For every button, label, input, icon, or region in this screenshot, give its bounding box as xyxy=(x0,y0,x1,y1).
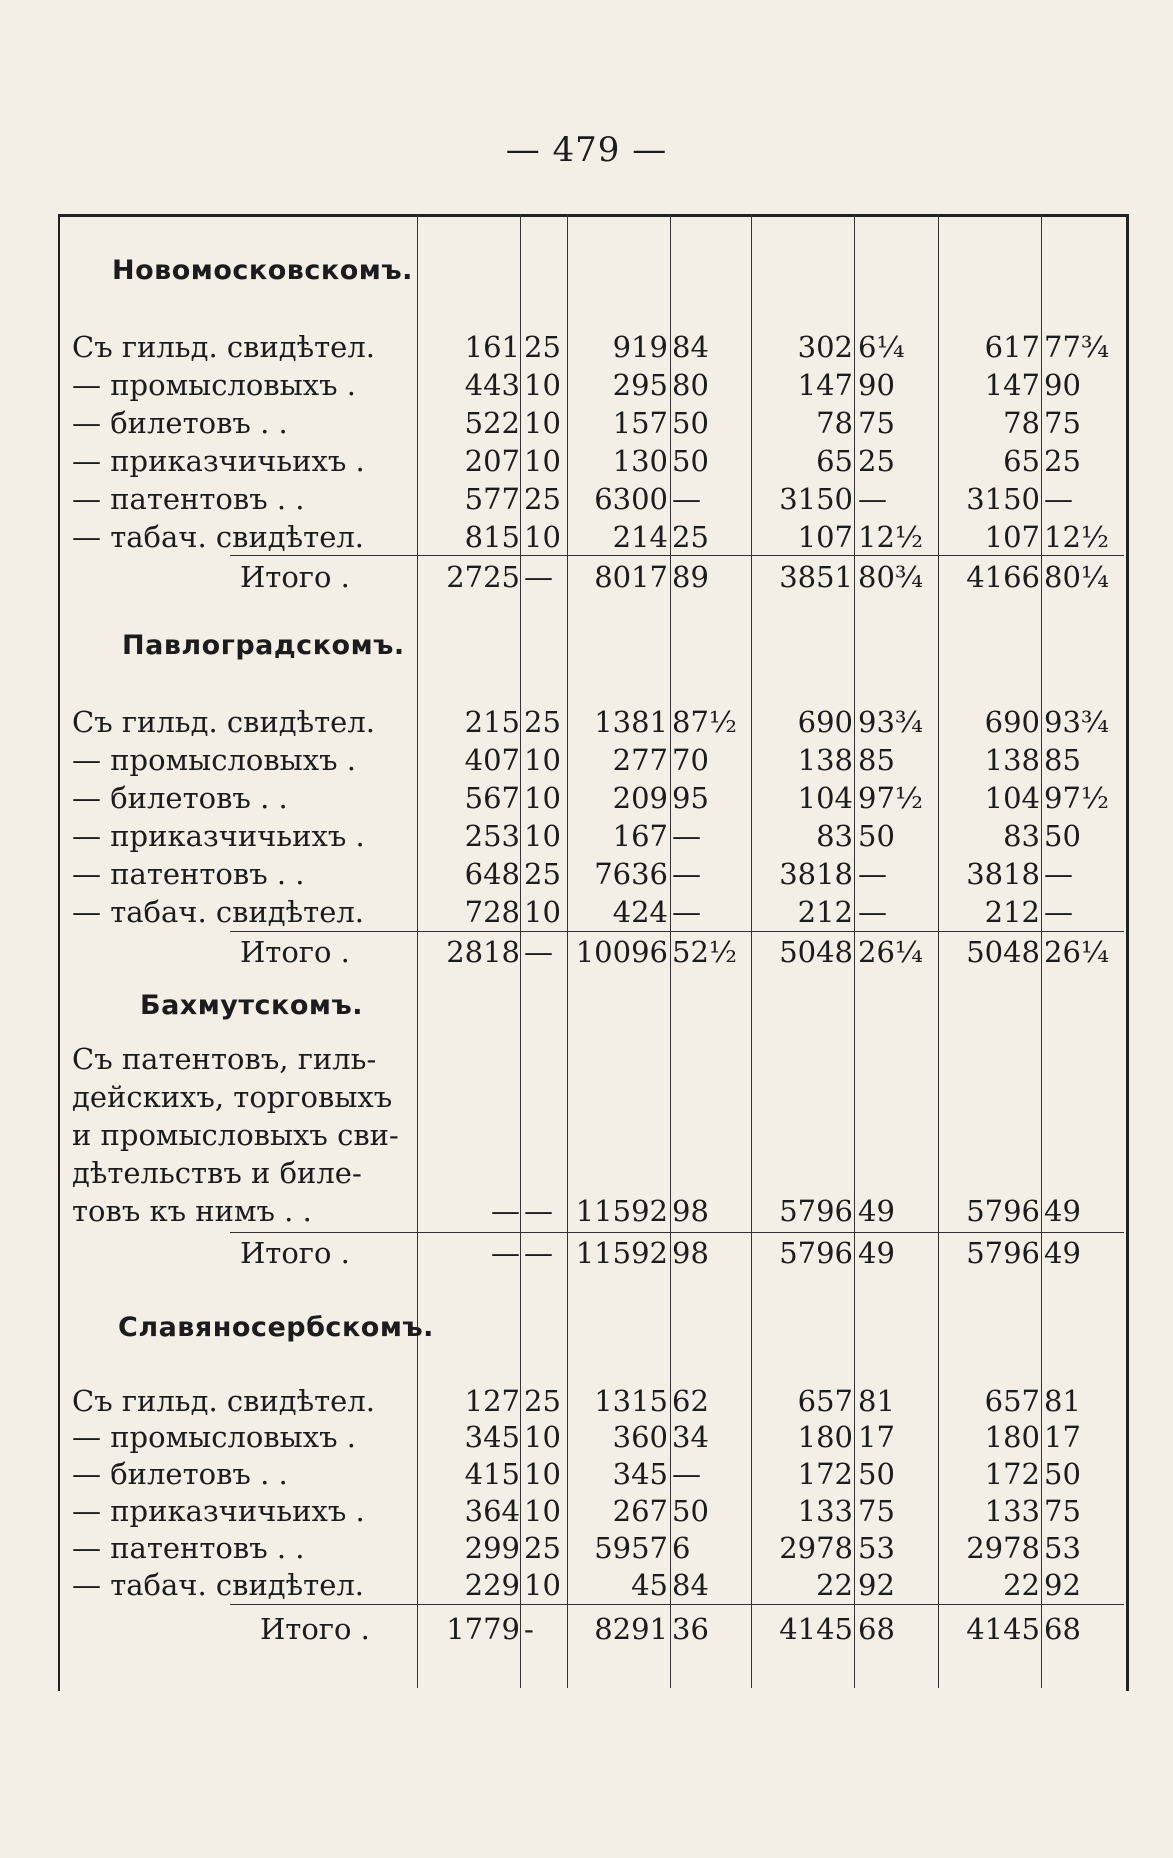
cell: 2818 xyxy=(446,935,520,969)
table-row xyxy=(0,518,1173,556)
table-row xyxy=(0,741,1173,779)
cell: 167 xyxy=(612,819,668,853)
cell: 75 xyxy=(858,406,895,440)
table-row xyxy=(0,817,1173,855)
total-row xyxy=(0,1610,1173,1648)
cell: 443 xyxy=(464,368,520,402)
cell: 10 xyxy=(524,895,561,929)
cell: 25 xyxy=(524,705,561,739)
cell: 138 xyxy=(984,743,1040,777)
row-label: — патентовъ . . xyxy=(72,482,305,516)
cell: 157 xyxy=(612,406,668,440)
table-row xyxy=(0,703,1173,741)
row-label: — промысловыхъ . xyxy=(72,368,356,402)
cell: 10 xyxy=(524,406,561,440)
cell: — xyxy=(491,1236,520,1270)
cell: 22 xyxy=(816,1568,853,1602)
cell: - xyxy=(524,1612,534,1646)
cell: 70 xyxy=(672,743,709,777)
row-label: — приказчичьихъ . xyxy=(72,819,365,853)
cell: 26¼ xyxy=(858,935,924,969)
cell: 68 xyxy=(858,1612,895,1646)
description-line: и промысловыхъ сви- xyxy=(72,1118,399,1152)
cell: 657 xyxy=(797,1384,853,1418)
cell: 6 xyxy=(672,1531,691,1565)
total-rule xyxy=(230,1232,1124,1233)
cell: 5796 xyxy=(966,1236,1040,1270)
description-line: дѣтельствъ и биле- xyxy=(72,1156,362,1190)
table-row xyxy=(0,893,1173,931)
cell: 2978 xyxy=(779,1531,853,1565)
cell: 25 xyxy=(524,857,561,891)
cell: 10 xyxy=(524,743,561,777)
cell: 90 xyxy=(858,368,895,402)
table-row xyxy=(0,1566,1173,1604)
table-row xyxy=(0,328,1173,366)
cell: 1779 xyxy=(446,1612,520,1646)
cell: 50 xyxy=(672,444,709,478)
table-row xyxy=(0,1492,1173,1530)
cell: 10 xyxy=(524,1494,561,1528)
cell: 6300 xyxy=(594,482,668,516)
cell: 95 xyxy=(672,781,709,815)
cell: 253 xyxy=(464,819,520,853)
total-rule xyxy=(230,1604,1124,1605)
table-row xyxy=(0,1192,1173,1230)
cell: 84 xyxy=(672,1568,709,1602)
cell: 212 xyxy=(984,895,1040,929)
cell: 49 xyxy=(858,1236,895,1270)
table-row xyxy=(0,1382,1173,1420)
cell: 52½ xyxy=(672,935,738,969)
cell: — xyxy=(858,895,887,929)
cell: 229 xyxy=(464,1568,520,1602)
cell: — xyxy=(858,857,887,891)
cell: — xyxy=(524,935,553,969)
cell: 3818 xyxy=(966,857,1040,891)
total-label: Итого . xyxy=(240,1236,350,1270)
cell: 98 xyxy=(672,1194,709,1228)
cell: 17 xyxy=(858,1420,895,1454)
cell: 172 xyxy=(984,1457,1040,1491)
cell: 98 xyxy=(672,1236,709,1270)
cell: 90 xyxy=(1044,368,1081,402)
cell: 89 xyxy=(672,560,709,594)
cell: 209 xyxy=(612,781,668,815)
cell: — xyxy=(524,1194,553,1228)
description-line: дейскихъ, торговыхъ xyxy=(72,1080,393,1114)
cell: 68 xyxy=(1044,1612,1081,1646)
table-row xyxy=(0,480,1173,518)
cell: 2978 xyxy=(966,1531,1040,1565)
cell: 5957 xyxy=(594,1531,668,1565)
cell: — xyxy=(491,1194,520,1228)
cell: 815 xyxy=(464,520,520,554)
cell: 345 xyxy=(612,1457,668,1491)
cell: — xyxy=(1044,895,1073,929)
cell: 617 xyxy=(984,330,1040,364)
cell: 49 xyxy=(1044,1236,1081,1270)
cell: 78 xyxy=(1003,406,1040,440)
cell: 10096 xyxy=(575,935,668,969)
cell: 92 xyxy=(858,1568,895,1602)
row-label: — табач. свидѣтел. xyxy=(72,1568,364,1602)
row-label: Съ гильд. свидѣтел. xyxy=(72,1384,375,1418)
cell: 4145 xyxy=(779,1612,853,1646)
cell: 3150 xyxy=(966,482,1040,516)
cell: 11592 xyxy=(575,1236,668,1270)
table-row xyxy=(0,366,1173,404)
cell: 2725 xyxy=(446,560,520,594)
row-label: — билетовъ . . xyxy=(72,781,288,815)
cell: 92 xyxy=(1044,1568,1081,1602)
section-title-novomoskovsk: Новомосковскомъ. xyxy=(112,255,413,286)
cell: 11592 xyxy=(575,1194,668,1228)
cell: 407 xyxy=(464,743,520,777)
cell: 172 xyxy=(797,1457,853,1491)
cell: 36 xyxy=(672,1612,709,1646)
cell: 80 xyxy=(672,368,709,402)
cell: 80¾ xyxy=(858,560,924,594)
table-row xyxy=(0,855,1173,893)
cell: 22 xyxy=(1003,1568,1040,1602)
cell: 10 xyxy=(524,1457,561,1491)
cell: 690 xyxy=(797,705,853,739)
cell: 25 xyxy=(1044,444,1081,478)
cell: 10 xyxy=(524,368,561,402)
cell: — xyxy=(524,1236,553,1270)
cell: 107 xyxy=(984,520,1040,554)
cell: 214 xyxy=(612,520,668,554)
cell: 180 xyxy=(984,1420,1040,1454)
cell: 81 xyxy=(858,1384,895,1418)
cell: 267 xyxy=(612,1494,668,1528)
cell: 84 xyxy=(672,330,709,364)
row-label: Съ гильд. свидѣтел. xyxy=(72,705,375,739)
cell: 147 xyxy=(984,368,1040,402)
cell: 207 xyxy=(464,444,520,478)
cell: 424 xyxy=(612,895,668,929)
cell: 3818 xyxy=(779,857,853,891)
cell: 364 xyxy=(464,1494,520,1528)
cell: 65 xyxy=(816,444,853,478)
cell: 49 xyxy=(858,1194,895,1228)
cell: 215 xyxy=(464,705,520,739)
cell: 8017 xyxy=(594,560,668,594)
cell: 83 xyxy=(816,819,853,853)
cell: 5048 xyxy=(966,935,1040,969)
cell: 97½ xyxy=(1044,781,1110,815)
table-row xyxy=(0,1418,1173,1456)
cell: 10 xyxy=(524,444,561,478)
cell: 4166 xyxy=(966,560,1040,594)
cell: 87½ xyxy=(672,705,738,739)
description-line: Съ патентовъ, гиль- xyxy=(72,1042,377,1076)
cell: — xyxy=(672,482,701,516)
cell: 25 xyxy=(524,330,561,364)
cell: 919 xyxy=(612,330,668,364)
cell: 657 xyxy=(984,1384,1040,1418)
cell: 648 xyxy=(464,857,520,891)
cell: 25 xyxy=(858,444,895,478)
cell: 7636 xyxy=(594,857,668,891)
cell: 10 xyxy=(524,1568,561,1602)
cell: 133 xyxy=(797,1494,853,1528)
cell: 50 xyxy=(858,1457,895,1491)
cell: 6¼ xyxy=(858,330,905,364)
section-title-slavyanoserbsk: Славяносербскомъ. xyxy=(118,1312,434,1343)
section-title-bakhmut: Бахмутскомъ. xyxy=(140,990,364,1021)
cell: 180 xyxy=(797,1420,853,1454)
cell: 65 xyxy=(1003,444,1040,478)
cell: 49 xyxy=(1044,1194,1081,1228)
cell: 104 xyxy=(797,781,853,815)
total-label: Итого . xyxy=(240,560,350,594)
description-line: товъ къ нимъ . . xyxy=(72,1194,312,1228)
cell: — xyxy=(672,819,701,853)
table-row xyxy=(0,1529,1173,1567)
cell: 62 xyxy=(672,1384,709,1418)
cell: 45 xyxy=(631,1568,668,1602)
table-row xyxy=(0,404,1173,442)
cell: — xyxy=(858,482,887,516)
cell: 75 xyxy=(1044,1494,1081,1528)
cell: 34 xyxy=(672,1420,709,1454)
row-label: — патентовъ . . xyxy=(72,857,305,891)
cell: 53 xyxy=(858,1531,895,1565)
cell: 690 xyxy=(984,705,1040,739)
cell: 25 xyxy=(672,520,709,554)
page-number: — 479 — xyxy=(505,130,668,170)
cell: 10 xyxy=(524,1420,561,1454)
cell: 50 xyxy=(858,819,895,853)
cell: 85 xyxy=(858,743,895,777)
cell: 10 xyxy=(524,781,561,815)
cell: 577 xyxy=(464,482,520,516)
cell: 522 xyxy=(464,406,520,440)
cell: — xyxy=(672,1457,701,1491)
row-label: — патентовъ . . xyxy=(72,1531,305,1565)
cell: 83 xyxy=(1003,819,1040,853)
cell: 107 xyxy=(797,520,853,554)
cell: — xyxy=(672,857,701,891)
cell: 1381 xyxy=(594,705,668,739)
total-rule xyxy=(230,931,1124,932)
cell: 81 xyxy=(1044,1384,1081,1418)
cell: 12½ xyxy=(858,520,924,554)
cell: 17 xyxy=(1044,1420,1081,1454)
cell: — xyxy=(672,895,701,929)
cell: 5796 xyxy=(966,1194,1040,1228)
cell: 78 xyxy=(816,406,853,440)
cell: 77¾ xyxy=(1044,330,1110,364)
cell: 53 xyxy=(1044,1531,1081,1565)
cell: 360 xyxy=(612,1420,668,1454)
row-label: — билетовъ . . xyxy=(72,1457,288,1491)
cell: 147 xyxy=(797,368,853,402)
cell: 302 xyxy=(797,330,853,364)
cell: 299 xyxy=(464,1531,520,1565)
cell: 295 xyxy=(612,368,668,402)
cell: 5048 xyxy=(779,935,853,969)
cell: 415 xyxy=(464,1457,520,1491)
cell: 161 xyxy=(464,330,520,364)
cell: — xyxy=(524,560,553,594)
cell: 8291 xyxy=(594,1612,668,1646)
cell: 130 xyxy=(612,444,668,478)
cell: 75 xyxy=(858,1494,895,1528)
cell: 25 xyxy=(524,1384,561,1418)
cell: 25 xyxy=(524,1531,561,1565)
row-label: — табач. свидѣтел. xyxy=(72,895,364,929)
cell: 138 xyxy=(797,743,853,777)
section-title-pavlograd: Павлоградскомъ. xyxy=(122,630,405,661)
cell: 4145 xyxy=(966,1612,1040,1646)
cell: 85 xyxy=(1044,743,1081,777)
cell: 3851 xyxy=(779,560,853,594)
cell: — xyxy=(1044,482,1073,516)
cell: 5796 xyxy=(779,1236,853,1270)
cell: 50 xyxy=(672,1494,709,1528)
cell: 728 xyxy=(464,895,520,929)
row-label: — приказчичьихъ . xyxy=(72,1494,365,1528)
row-label: — табач. свидѣтел. xyxy=(72,520,364,554)
cell: 1315 xyxy=(594,1384,668,1418)
table-row xyxy=(0,1455,1173,1493)
cell: 10 xyxy=(524,520,561,554)
cell: 80¼ xyxy=(1044,560,1110,594)
cell: 10 xyxy=(524,819,561,853)
cell: 104 xyxy=(984,781,1040,815)
total-row xyxy=(0,1234,1173,1272)
table-row xyxy=(0,442,1173,480)
total-row xyxy=(0,558,1173,596)
cell: 5796 xyxy=(779,1194,853,1228)
row-label: — промысловыхъ . xyxy=(72,1420,356,1454)
cell: 50 xyxy=(1044,1457,1081,1491)
cell: 50 xyxy=(1044,819,1081,853)
cell: 93¾ xyxy=(858,705,924,739)
cell: — xyxy=(1044,857,1073,891)
row-label: — билетовъ . . xyxy=(72,406,288,440)
cell: 567 xyxy=(464,781,520,815)
row-label: Съ гильд. свидѣтел. xyxy=(72,330,375,364)
cell: 3150 xyxy=(779,482,853,516)
cell: 212 xyxy=(797,895,853,929)
cell: 50 xyxy=(672,406,709,440)
cell: 133 xyxy=(984,1494,1040,1528)
cell: 26¼ xyxy=(1044,935,1110,969)
cell: 25 xyxy=(524,482,561,516)
total-label: Итого . xyxy=(260,1612,370,1646)
row-label: — приказчичьихъ . xyxy=(72,444,365,478)
cell: 12½ xyxy=(1044,520,1110,554)
cell: 93¾ xyxy=(1044,705,1110,739)
cell: 345 xyxy=(464,1420,520,1454)
total-rule xyxy=(230,555,1124,556)
total-row xyxy=(0,933,1173,971)
cell: 127 xyxy=(464,1384,520,1418)
cell: 277 xyxy=(612,743,668,777)
total-label: Итого . xyxy=(240,935,350,969)
table-row xyxy=(0,779,1173,817)
cell: 75 xyxy=(1044,406,1081,440)
row-label: — промысловыхъ . xyxy=(72,743,356,777)
cell: 97½ xyxy=(858,781,924,815)
